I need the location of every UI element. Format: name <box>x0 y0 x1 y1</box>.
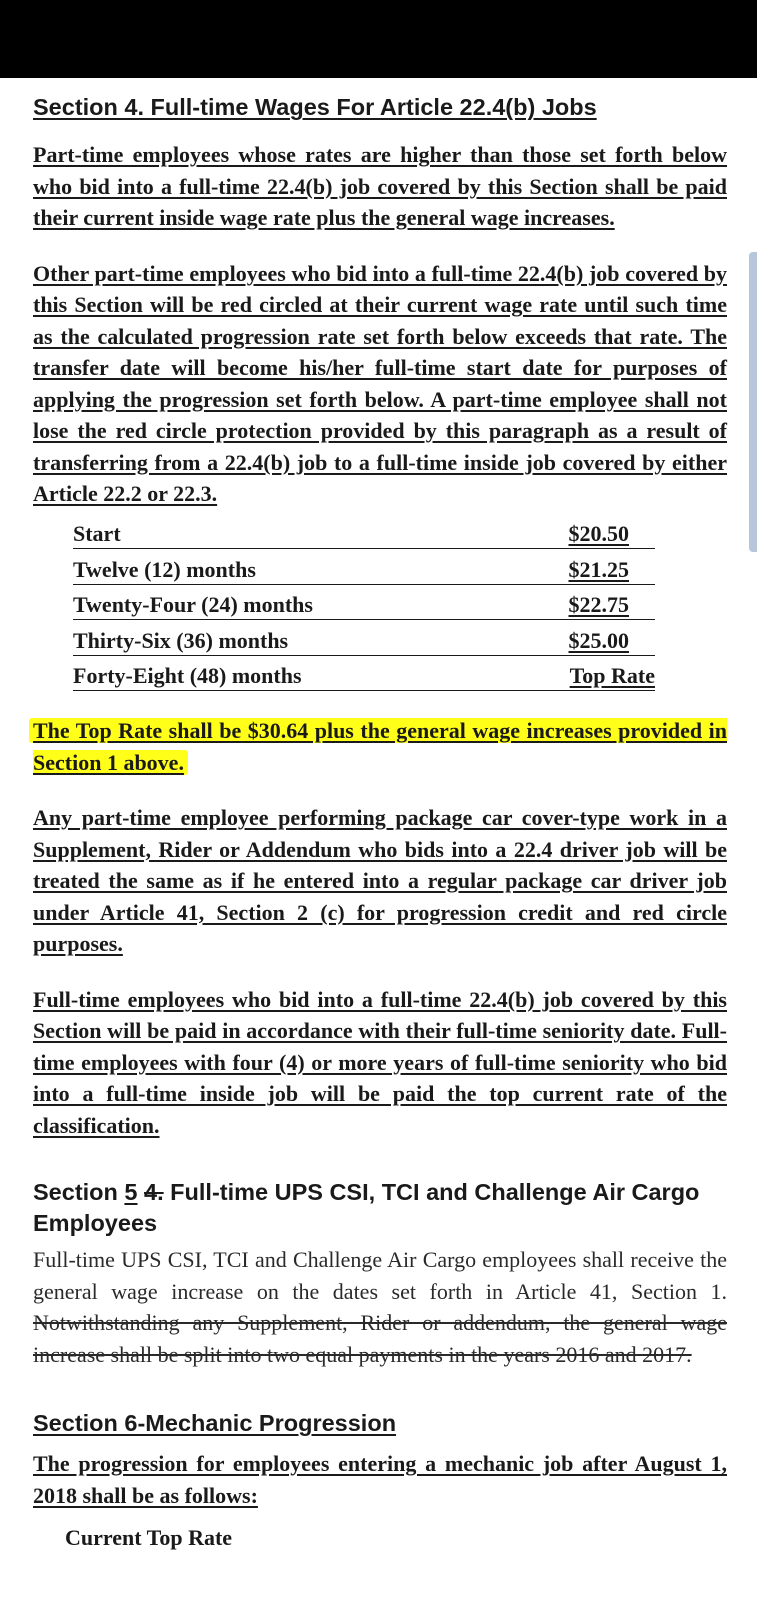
rate-amount: $20.50 <box>568 521 629 546</box>
section4-paragraph-3: Any part-time employee performing package car cover-type work in a Supplement, Rider or Addendum who bids into a 22.4 driver job will be treated the same as if he entered into a regular package car driver job under Article 41, Section 2 (c) for progression credit and red circle purposes. <box>33 805 727 956</box>
section5-heading-prefix: Section <box>33 1179 118 1205</box>
section4-paragraph-1: Part-time employees whose rates are higher than those set forth below who bid into a full-time 22.4(b) job covered by this Section shall be paid their current inside wage rate plus the general wage increases. <box>33 142 727 230</box>
document-content <box>33 78 727 1553</box>
rate-amount: $22.75 <box>568 592 629 617</box>
top-bar <box>0 0 757 78</box>
section5-body <box>33 1244 727 1370</box>
section5-body-struck-text: Notwithstanding any Supplement, Rider or addendum, the general wage increase shall be split into two equal payments in the years 2016 and 2017. <box>33 1310 727 1367</box>
top-rate-note <box>33 715 727 778</box>
section4-heading: Section 4. Full-time Wages For Article 22.4(b) Jobs <box>33 94 597 120</box>
section5-heading-old-number: 4. <box>144 1179 164 1205</box>
section5-heading-title: Full-time UPS CSI, TCI and Challenge Air Cargo Employees <box>33 1179 700 1236</box>
rate-row <box>73 585 655 621</box>
rate-row <box>73 514 655 550</box>
rate-table <box>73 514 655 692</box>
section4-paragraph-2: Other part-time employees who bid into a full-time 22.4(b) job covered by this Section will be red circled at their current wage rate until such time as the calculated progression rate set forth below exceeds that rate. The transfer date will become his/her full-time start date for purposes of applying the progression set forth below. A part-time employee shall not lose the red circle protection provided by this paragraph as a result of transferring from a 22.4(b) job to a full-time inside job covered by either Article 22.2 or 22.3. <box>33 260 727 506</box>
rate-label: Twelve (12) months <box>73 556 256 582</box>
section6-heading: Section 6-Mechanic Progression <box>33 1410 397 1436</box>
highlighted-text[interactable]: The Top Rate shall be $30.64 plus the general wage increases provided in Section 1 above. <box>33 718 727 775</box>
rate-row <box>73 549 655 585</box>
section6-paragraph: The progression for employees entering a mechanic job after August 1, 2018 shall be as follows: <box>33 1451 727 1508</box>
rate-label: Start <box>73 521 121 546</box>
section6-table-label: Current Top Rate <box>65 1525 233 1550</box>
rate-label: Twenty-Four (24) months <box>73 592 313 617</box>
section4-paragraph-4: Full-time employees who bid into a full-time 22.4(b) job covered by this Section will be paid in accordance with their full-time seniority date. Full-time employees with four (4) or more years of full-time seniority who bid into a full-time inside job will be paid the top current rate of the classification. <box>33 986 727 1138</box>
section5-heading <box>33 1177 727 1239</box>
section5-body-text: Full-time UPS CSI, TCI and Challenge Air Cargo employees shall receive the general wage increase on the dates set forth in Article 41, Section 1. <box>33 1247 727 1304</box>
rate-amount: $21.25 <box>568 556 629 582</box>
rate-row <box>73 656 655 692</box>
scroll-indicator[interactable] <box>749 252 757 552</box>
section5-heading-new-number: 5 <box>124 1179 138 1205</box>
rate-amount: Top Rate <box>569 663 655 688</box>
rate-label: Thirty-Six (36) months <box>73 627 289 653</box>
rate-amount: $25.00 <box>568 627 629 653</box>
rate-label: Forty-Eight (48) months <box>73 663 302 688</box>
rate-row <box>73 620 655 656</box>
